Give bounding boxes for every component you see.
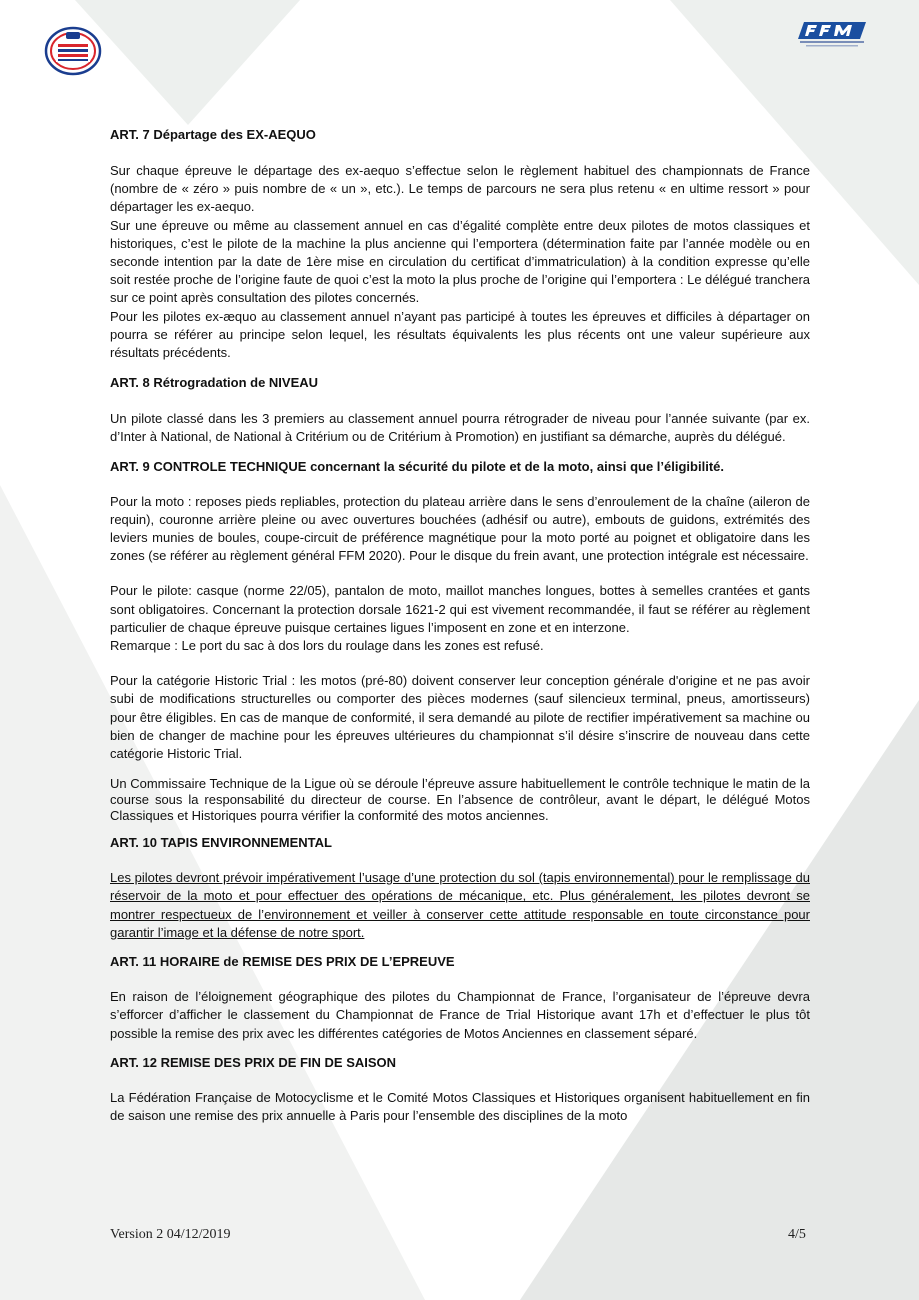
art8-paragraph-1: Un pilote classé dans les 3 premiers au classement annuel pourra rétrograder de niveau pour l’année suivante (par ex. d’Inter à National, de National à Critérium ou de Critérium à Promotion) en justifiant sa démarche, auprès du délégué. — [110, 411, 810, 445]
section-title-art11: ART. 11 HORAIRE de REMISE DES PRIX DE L’EPREUVE — [110, 954, 455, 970]
art7-paragraph-3: Pour les pilotes ex-æquo au classement annuel n’ayant pas participé à toutes les épreuves et difficiles à départager on pourra se référer au principe selon lequel, les résultats équivalents les plus récents ont une valeur supérieure aux résultats précédents. — [110, 308, 810, 361]
art9-paragraph-5: Un Commissaire Technique de la Ligue où se déroule l’épreuve assure habituellement le contrôle technique le matin de la course sous la responsabilité du directeur de course. En l’absence de contrôleur, avant le départ, le délégué Motos Classiques et Historiques pourra vérifier la conformité des motos anciennes. — [110, 776, 811, 824]
art9-paragraph-2: Pour le pilote: casque (norme 22/05), pantalon de moto, maillot manches longues, bottes à semelles crantées et gants sont obligatoires. Concernant la protection dorsale 1621-2 qui est vivement recommandée, il faut se référer au règlement particulier de chaque épreuve puisque certaines ligues l’imposent en zone et en interzone. — [110, 583, 810, 635]
art11-paragraph-1: En raison de l’éloignement géographique des pilotes du Championnat de France, l’organisateur de l’épreuve devra s’efforcer d’afficher le classement du Championnat de France de Trial Historique avant 17h et d’effectuer le plus tôt possible la remise des prix avec les différentes catégories de Motos Anciennes en classement séparé. — [110, 989, 810, 1041]
footer-version: Version 2 04/12/2019 — [110, 1227, 231, 1242]
ffm-logo — [798, 22, 866, 48]
art9-paragraph-1: Pour la moto : reposes pieds repliables, protection du plateau arrière dans le sens d’enroulement de la chaîne (aileron de requin), couronne arrière pleine ou avec ouvertures bouchées (adhésif ou autre), embouts de guidons, extrémités des leviers munies de boules, coupe-circuit de préférence magnétique pour la moto porté au poignet et obligatoire dans les zones (se référer au règlement général FFM 2020). Pour le disque du frein avant, une protection intégrale est nécessaire. — [110, 493, 810, 564]
section-title-art12: ART. 12 REMISE DES PRIX DE FIN DE SAISON — [110, 1054, 397, 1070]
section-title-art9: ART. 9 CONTROLE TECHNIQUE concernant la sécurité du pilote et de la moto, ainsi que l’éligibilité. — [110, 458, 724, 474]
footer-page-number: 4/5 — [788, 1227, 806, 1242]
section-title-art10: ART. 10 TAPIS ENVIRONNEMENTAL — [110, 835, 332, 851]
document-body — [110, 126, 810, 1125]
section-title-art8: ART. 8 Rétrogradation de NIVEAU — [110, 375, 319, 391]
art12-paragraph-1: La Fédération Française de Motocyclisme et le Comité Motos Classiques et Historiques organisent habituellement en fin de saison une remise des prix annuelle à Paris pour l’ensemble des disciplines de la moto — [110, 1089, 810, 1123]
art9-paragraph-3: Remarque : Le port du sac à dos lors du roulage dans les zones est refusé. — [110, 638, 544, 654]
art9-paragraph-4: Pour la catégorie Historic Trial : les motos (pré-80) doivent conserver leur conception générale d'origine et ne pas avoir subi de modifications structurelles ou comporter des pièces modernes (sauf silencieux terminal, pneus, amortisseurs) pour être éligibles. En cas de manque de conformité, il sera demandé au pilote de rectifier impérativement sa machine ou bien de changer de machine pour les épreuves ultérieures du championnat s’il désire s’inscrire de nouveau dans cette catégorie Historic Trial. — [110, 673, 810, 762]
art7-paragraph-1: Sur chaque épreuve le départage des ex-aequo s’effectue selon le règlement habituel des championnats de France (nombre de « zéro » puis nombre de « un », etc.). Le temps de parcours ne sera plus retenu « en ultime ressort » pour départager les ex-aequo. — [110, 163, 810, 215]
section-title-art7: ART. 7 Départage des EX-AEQUO — [110, 127, 316, 142]
art7-paragraph-2: Sur une épreuve ou même au classement annuel en cas d’égalité complète entre deux pilotes de motos classiques et historiques, c’est le pilote de la machine la plus ancienne qui l’emportera (détermination faite par l’année modèle ou en seconde intention par la date de 1ère mise en circulation du certificat d’immatriculation) à la condition expresse qu’elle soit restée proche de l’origine faute de quoi c’est la moto la plus proche de l’origine qui l’emportera : Le délégué tranchera sur ce point après consultation des pilotes concernés. — [110, 217, 810, 306]
ligue-logo — [44, 26, 102, 76]
art10-paragraph-1: Les pilotes devront prévoir impérativement l’usage d’une protection du sol (tapis environnemental) pour le remplissage du réservoir de la moto et pour effectuer des opérations de mécanique, etc. Plus généralement, les pilotes devront se montrer respectueux de l’environnement et veiller à conserver cette attitude responsable en toute circonstance pour garantir l’image et la défense de notre sport. — [110, 870, 810, 940]
